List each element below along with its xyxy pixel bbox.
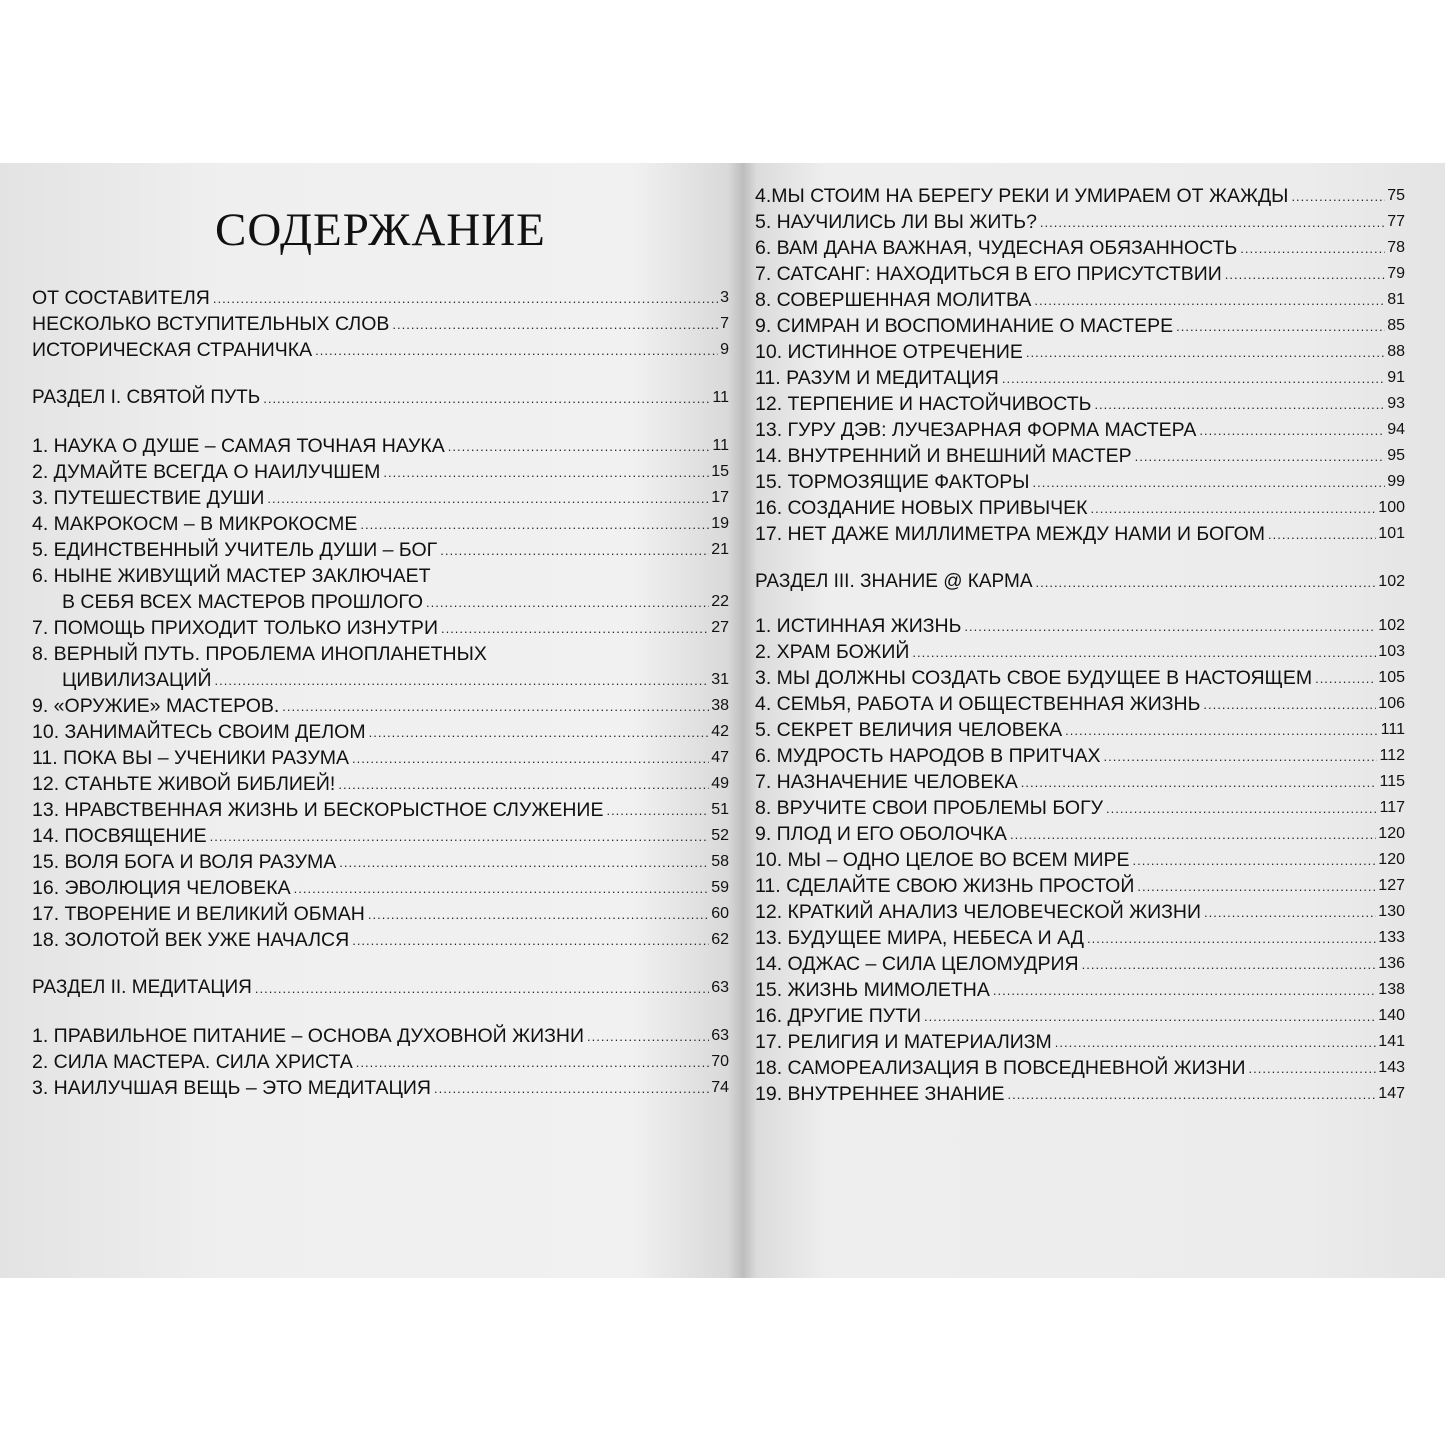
toc-entry-page: 70 bbox=[711, 1053, 729, 1070]
toc-entry bbox=[755, 925, 1405, 951]
toc-entry-title: 9. ПЛОД И ЕГО ОБОЛОЧКА bbox=[755, 823, 1007, 845]
toc-entry-title: 6. ВАМ ДАНА ВАЖНАЯ, ЧУДЕСНАЯ ОБЯЗАННОСТЬ bbox=[755, 237, 1238, 259]
toc-entry-title: 12. КРАТКИЙ АНАЛИЗ ЧЕЛОВЕЧЕСКОЙ ЖИЗНИ bbox=[755, 901, 1202, 923]
toc-entry-7: 7. ПОМОЩЬ ПРИХОДИТ ТОЛЬКО ИЗНУТРИ ..... 27 bbox=[32, 615, 729, 641]
toc-entry-page: 112 bbox=[1379, 747, 1405, 764]
toc-entry-page: 9 bbox=[720, 341, 729, 358]
toc-entry-page: 59 bbox=[711, 879, 729, 896]
toc-entry-page: 42 bbox=[711, 723, 729, 740]
toc-leader-dots bbox=[1132, 854, 1376, 868]
toc-entry-title: 5. ЕДИНСТВЕННЫЙ УЧИТЕЛЬ ДУШИ – БОГ bbox=[32, 539, 438, 561]
toc-leader-dots bbox=[1240, 242, 1385, 256]
toc-entry-title: 9. «ОРУЖИЕ» МАСТЕРОВ. bbox=[32, 695, 280, 717]
book-spread bbox=[0, 163, 1445, 1278]
toc-entry-page: 120 bbox=[1378, 851, 1405, 868]
toc-entry-title: 12. ТЕРПЕНИЕ И НАСТОЙЧИВОСТЬ bbox=[755, 393, 1092, 415]
toc-entry bbox=[32, 719, 729, 745]
toc-leader-dots bbox=[964, 620, 1376, 634]
toc-entry-title: 7. САТСАНГ: НАХОДИТЬСЯ В ЕГО ПРИСУТСТВИИ bbox=[755, 263, 1222, 285]
toc-entry-page: 15 bbox=[711, 463, 729, 480]
toc-leader-dots bbox=[1199, 424, 1385, 438]
right-page bbox=[743, 163, 1445, 1278]
toc-entry-title: 18. ЗОЛОТОЙ ВЕК УЖЕ НАЧАЛСЯ bbox=[32, 929, 350, 951]
toc-entry-page: 81 bbox=[1387, 291, 1405, 308]
toc-entry-title: 11. РАЗУМ И МЕДИТАЦИЯ bbox=[755, 367, 999, 389]
toc-entry-page: 105 bbox=[1378, 669, 1405, 686]
toc-leader-dots bbox=[1033, 476, 1386, 490]
toc-leader-dots bbox=[267, 492, 709, 506]
toc-entry-8-line2: ЦИВИЛИЗАЦИЙ ..... 31 bbox=[32, 667, 729, 693]
toc-entry bbox=[755, 339, 1405, 365]
toc-entry-page: 101 bbox=[1378, 525, 1405, 542]
toc-entry bbox=[32, 537, 729, 563]
toc-entry-title: 3. МЫ ДОЛЖНЫ СОЗДАТЬ СВОЕ БУДУЩЕЕ В НАСТОЯЩЕМ bbox=[755, 667, 1313, 689]
toc-entry-page: 75 bbox=[1387, 187, 1405, 204]
toc-entry bbox=[755, 495, 1405, 521]
toc-entry bbox=[755, 717, 1405, 743]
toc-entry bbox=[32, 745, 729, 771]
toc-entry-page: 85 bbox=[1387, 317, 1405, 334]
toc-entry bbox=[32, 901, 729, 927]
toc-entry bbox=[32, 1075, 729, 1101]
toc-entry-page: 115 bbox=[1379, 773, 1405, 790]
toc-entry bbox=[755, 951, 1405, 977]
toc-entry bbox=[755, 1029, 1405, 1055]
toc-entry-page: 78 bbox=[1387, 239, 1405, 256]
toc-entry-page: 49 bbox=[711, 775, 729, 792]
intro-list bbox=[32, 285, 729, 363]
toc-entry-page: 106 bbox=[1378, 695, 1405, 712]
toc-entry-title: 1. ИСТИННАЯ ЖИЗНЬ bbox=[755, 615, 962, 637]
toc-leader-dots bbox=[1094, 398, 1385, 412]
toc-leader-dots bbox=[1249, 1062, 1377, 1076]
toc-entry-title: 11. ПОКА ВЫ – УЧЕНИКИ РАЗУМА bbox=[32, 747, 349, 769]
toc-entry-title: 19. ВНУТРЕННЕЕ ЗНАНИЕ bbox=[755, 1083, 1005, 1105]
toc-entry-title: 17. РЕЛИГИЯ И МАТЕРИАЛИЗМ bbox=[755, 1031, 1052, 1053]
toc-leader-dots bbox=[1002, 372, 1385, 386]
toc-leader-dots bbox=[368, 908, 709, 922]
page-title: СОДЕРЖАНИЕ bbox=[215, 204, 546, 256]
toc-entry-title: 6. МУДРОСТЬ НАРОДОВ В ПРИТЧАХ bbox=[755, 745, 1101, 767]
toc-entry-title: НЕСКОЛЬКО ВСТУПИТЕЛЬНЫХ СЛОВ bbox=[32, 313, 390, 335]
toc-entry bbox=[32, 485, 729, 511]
toc-entry bbox=[755, 287, 1405, 313]
toc-entry-page: 17 bbox=[711, 489, 729, 506]
toc-entry-title: 15. ТОРМОЗЯЩИЕ ФАКТОРЫ bbox=[755, 471, 1030, 493]
toc-entry-title: 9. СИМРАН И ВОСПОМИНАНИЕ О МАСТЕРЕ bbox=[755, 315, 1174, 337]
toc-entry-page: 52 bbox=[711, 827, 729, 844]
toc-leader-dots bbox=[213, 292, 718, 306]
toc-entry bbox=[755, 521, 1405, 547]
toc-leader-dots bbox=[1176, 320, 1385, 334]
toc-entry-title: 8. ВРУЧИТЕ СВОИ ПРОБЛЕМЫ БОГУ bbox=[755, 797, 1104, 819]
toc-leader-dots bbox=[1065, 724, 1379, 738]
toc-leader-dots bbox=[383, 466, 709, 480]
toc-entry-title: 1. НАУКА О ДУШЕ – САМАЯ ТОЧНАЯ НАУКА bbox=[32, 435, 445, 457]
toc-entry-page: 99 bbox=[1387, 473, 1405, 490]
toc-entry-page: 117 bbox=[1379, 799, 1405, 816]
toc-entry-page: 77 bbox=[1387, 213, 1405, 230]
toc-entry-title: 14. ОДЖАС – СИЛА ЦЕЛОМУДРИЯ bbox=[755, 953, 1079, 975]
toc-entry-page: 63 bbox=[711, 1027, 729, 1044]
toc-leader-dots bbox=[606, 804, 709, 818]
toc-leader-dots bbox=[338, 778, 709, 792]
toc-leader-dots bbox=[1090, 502, 1376, 516]
toc-entry bbox=[755, 795, 1405, 821]
section-3-heading: РАЗДЕЛ III. ЗНАНИЕ @ КАРМА ..... 102 bbox=[759, 569, 1405, 595]
toc-entry-page: 138 bbox=[1378, 981, 1405, 998]
toc-entry-title: 3. НАИЛУЧШАЯ ВЕЩЬ – ЭТО МЕДИТАЦИЯ bbox=[32, 1077, 432, 1099]
toc-entry bbox=[755, 899, 1405, 925]
toc-entry bbox=[32, 337, 729, 363]
toc-leader-dots bbox=[210, 830, 710, 844]
toc-entry-title: 5. НАУЧИЛИСЬ ЛИ ВЫ ЖИТЬ? bbox=[755, 211, 1037, 233]
toc-entry bbox=[755, 665, 1405, 691]
toc-leader-dots bbox=[434, 1082, 709, 1096]
toc-entry bbox=[755, 691, 1405, 717]
toc-leader-dots bbox=[352, 934, 709, 948]
toc-entry bbox=[755, 613, 1405, 639]
section-1-list-b bbox=[32, 693, 729, 953]
toc-entry bbox=[32, 1049, 729, 1075]
toc-leader-dots bbox=[448, 440, 711, 454]
toc-entry-page: 11 bbox=[712, 437, 729, 454]
toc-leader-dots bbox=[1087, 932, 1376, 946]
toc-entry-title: 4. МАКРОКОСМ – В МИКРОКОСМЕ bbox=[32, 513, 358, 535]
toc-entry bbox=[755, 235, 1405, 261]
toc-entry bbox=[32, 849, 729, 875]
toc-entry bbox=[755, 183, 1405, 209]
toc-leader-dots bbox=[1291, 190, 1385, 204]
section-2-heading: РАЗДЕЛ II. МЕДИТАЦИЯ ..... 63 bbox=[32, 975, 729, 1001]
toc-entry-page: 130 bbox=[1378, 903, 1405, 920]
toc-left bbox=[32, 285, 729, 1101]
toc-entry-title: ОТ СОСТАВИТЕЛЯ bbox=[32, 287, 210, 309]
toc-entry bbox=[32, 511, 729, 537]
toc-entry-page: 143 bbox=[1378, 1059, 1405, 1076]
toc-leader-dots bbox=[912, 646, 1376, 660]
toc-entry bbox=[755, 847, 1405, 873]
toc-entry-page: 3 bbox=[720, 289, 729, 306]
toc-leader-dots bbox=[440, 544, 709, 558]
toc-entry-page: 111 bbox=[1380, 721, 1405, 738]
toc-entry-title: 10. ЗАНИМАЙТЕСЬ СВОИМ ДЕЛОМ bbox=[32, 721, 366, 743]
toc-entry bbox=[755, 1081, 1405, 1107]
toc-entry-title: 4. СЕМЬЯ, РАБОТА И ОБЩЕСТВЕННАЯ ЖИЗНЬ bbox=[755, 693, 1201, 715]
toc-entry-page: 141 bbox=[1378, 1033, 1405, 1050]
toc-entry-title: 1. ПРАВИЛЬНОЕ ПИТАНИЕ – ОСНОВА ДУХОВНОЙ ЖИЗНИ bbox=[32, 1025, 584, 1047]
toc-entry-page: 127 bbox=[1378, 877, 1405, 894]
toc-leader-dots bbox=[360, 518, 709, 532]
toc-entry bbox=[32, 771, 729, 797]
toc-entry-page: 79 bbox=[1387, 265, 1405, 282]
toc-entry-title: 14. ВНУТРЕННИЙ И ВНЕШНИЙ МАСТЕР bbox=[755, 445, 1132, 467]
toc-entry-8-line1: 8. ВЕРНЫЙ ПУТЬ. ПРОБЛЕМА ИНОПЛАНЕТНЫХ bbox=[32, 643, 487, 665]
toc-entry-title: 18. САМОРЕАЛИЗАЦИЯ В ПОВСЕДНЕВНОЙ ЖИЗНИ bbox=[755, 1057, 1246, 1079]
toc-leader-dots bbox=[282, 700, 709, 714]
toc-entry-title: 17. НЕТ ДАЖЕ МИЛЛИМЕТРА МЕЖДУ НАМИ И БОГОМ bbox=[755, 523, 1266, 545]
toc-leader-dots bbox=[339, 856, 709, 870]
toc-entry-title: 13. ГУРУ ДЭВ: ЛУЧЕЗАРНАЯ ФОРМА МАСТЕРА bbox=[755, 419, 1197, 441]
toc-entry-title: 13. БУДУЩЕЕ МИРА, НЕБЕСА И АД bbox=[755, 927, 1084, 949]
toc-entry-page: 88 bbox=[1387, 343, 1405, 360]
toc-entry bbox=[32, 459, 729, 485]
toc-entry-page: 62 bbox=[711, 931, 729, 948]
toc-leader-dots bbox=[1225, 268, 1385, 282]
toc-entry-6-line2: В СЕБЯ ВСЕХ МАСТЕРОВ ПРОШЛОГО ..... 22 bbox=[32, 589, 729, 615]
toc-entry-page: 147 bbox=[1378, 1085, 1405, 1102]
toc-entry-title: ИСТОРИЧЕСКАЯ СТРАНИЧКА bbox=[32, 339, 313, 361]
toc-leader-dots bbox=[1135, 450, 1386, 464]
toc-entry-title: 16. ЭВОЛЮЦИЯ ЧЕЛОВЕКА bbox=[32, 877, 291, 899]
toc-entry-page: 120 bbox=[1378, 825, 1405, 842]
toc-entry-page: 91 bbox=[1387, 369, 1405, 386]
toc-entry bbox=[32, 797, 729, 823]
toc-entry-title: 3. ПУТЕШЕСТВИЕ ДУШИ bbox=[32, 487, 265, 509]
toc-leader-dots bbox=[1040, 216, 1385, 230]
toc-entry-page: 140 bbox=[1378, 1007, 1405, 1024]
toc-entry-title: 16. СОЗДАНИЕ НОВЫХ ПРИВЫЧЕК bbox=[755, 497, 1088, 519]
toc-entry bbox=[755, 821, 1405, 847]
toc-entry-title: 15. ЖИЗНЬ МИМОЛЕТНА bbox=[755, 979, 990, 1001]
toc-right bbox=[755, 183, 1405, 1107]
toc-entry-title: 10. ИСТИННОЕ ОТРЕЧЕНИЕ bbox=[755, 341, 1023, 363]
toc-entry-title: 5. СЕКРЕТ ВЕЛИЧИЯ ЧЕЛОВЕКА bbox=[755, 719, 1063, 741]
toc-entry-title: 17. ТВОРЕНИЕ И ВЕЛИКИЙ ОБМАН bbox=[32, 903, 365, 925]
toc-leader-dots bbox=[1203, 698, 1376, 712]
toc-entry-title: 7. НАЗНАЧЕНИЕ ЧЕЛОВЕКА bbox=[755, 771, 1018, 793]
toc-leader-dots bbox=[1010, 828, 1376, 842]
toc-entry bbox=[755, 443, 1405, 469]
toc-entry bbox=[755, 313, 1405, 339]
toc-entry-title: 10. МЫ – ОДНО ЦЕЛОЕ ВО ВСЕМ МИРЕ bbox=[755, 849, 1130, 871]
toc-entry-page: 133 bbox=[1378, 929, 1405, 946]
section-1-heading: РАЗДЕЛ I. СВЯТОЙ ПУТЬ ..... 11 bbox=[32, 385, 729, 411]
toc-leader-dots bbox=[392, 318, 718, 332]
toc-entry-title: 8. СОВЕРШЕННАЯ МОЛИТВА bbox=[755, 289, 1032, 311]
left-page bbox=[0, 163, 743, 1278]
toc-leader-dots bbox=[369, 726, 710, 740]
section-3-list bbox=[755, 613, 1405, 1107]
toc-entry bbox=[32, 433, 729, 459]
toc-entry bbox=[755, 1055, 1405, 1081]
toc-entry-page: 102 bbox=[1378, 617, 1405, 634]
toc-leader-dots bbox=[924, 1010, 1376, 1024]
toc-entry-title: 15. ВОЛЯ БОГА И ВОЛЯ РАЗУМА bbox=[32, 851, 337, 873]
toc-entry-title: 14. ПОСВЯЩЕНИЕ bbox=[32, 825, 207, 847]
toc-entry-page: 58 bbox=[711, 853, 729, 870]
toc-entry-page: 103 bbox=[1378, 643, 1405, 660]
toc-entry-page: 100 bbox=[1378, 499, 1405, 516]
toc-entry-page: 21 bbox=[711, 541, 729, 558]
toc-leader-dots bbox=[294, 882, 710, 896]
section-2-list-left bbox=[32, 1023, 729, 1101]
toc-leader-dots bbox=[356, 1056, 709, 1070]
toc-entry bbox=[755, 469, 1405, 495]
toc-entry-title: 2. ХРАМ БОЖИЙ bbox=[755, 641, 910, 663]
toc-leader-dots bbox=[1026, 346, 1385, 360]
toc-leader-dots bbox=[1104, 750, 1378, 764]
toc-entry bbox=[32, 875, 729, 901]
toc-leader-dots bbox=[1034, 294, 1385, 308]
toc-entry-page: 136 bbox=[1378, 955, 1405, 972]
section-2-list-right bbox=[755, 183, 1405, 547]
toc-leader-dots bbox=[1082, 958, 1377, 972]
toc-entry bbox=[755, 365, 1405, 391]
toc-entry-page: 95 bbox=[1387, 447, 1405, 464]
toc-entry-title: 13. НРАВСТВЕННАЯ ЖИЗНЬ И БЕСКОРЫСТНОЕ СЛУЖЕНИЕ bbox=[32, 799, 604, 821]
toc-entry-6-line1: 6. НЫНЕ ЖИВУЩИЙ МАСТЕР ЗАКЛЮЧАЕТ bbox=[32, 565, 431, 587]
toc-leader-dots bbox=[1106, 802, 1377, 816]
toc-entry-page: 7 bbox=[720, 315, 729, 332]
toc-entry bbox=[32, 927, 729, 953]
toc-entry-page: 19 bbox=[711, 515, 729, 532]
toc-entry-title: 11. СДЕЛАЙТЕ СВОЮ ЖИЗНЬ ПРОСТОЙ bbox=[755, 875, 1135, 897]
toc-entry bbox=[755, 391, 1405, 417]
toc-leader-dots bbox=[352, 752, 709, 766]
toc-leader-dots bbox=[1055, 1036, 1377, 1050]
toc-entry-page: 60 bbox=[711, 905, 729, 922]
toc-leader-dots bbox=[993, 984, 1376, 998]
toc-entry bbox=[755, 743, 1405, 769]
toc-entry-page: 94 bbox=[1387, 421, 1405, 438]
toc-entry-title: 2. СИЛА МАСТЕРА. СИЛА ХРИСТА bbox=[32, 1051, 353, 1073]
toc-entry-title: 16. ДРУГИЕ ПУТИ bbox=[755, 1005, 922, 1027]
toc-entry bbox=[32, 311, 729, 337]
section-1-list-a bbox=[32, 433, 729, 563]
toc-entry bbox=[32, 1023, 729, 1049]
toc-entry bbox=[755, 1003, 1405, 1029]
toc-entry bbox=[755, 873, 1405, 899]
toc-leader-dots bbox=[315, 344, 718, 358]
toc-entry-page: 51 bbox=[711, 801, 729, 818]
toc-entry-title: 12. СТАНЬТЕ ЖИВОЙ БИБЛИЕЙ! bbox=[32, 773, 336, 795]
toc-leader-dots bbox=[1204, 906, 1376, 920]
toc-entry bbox=[755, 977, 1405, 1003]
toc-entry-page: 93 bbox=[1387, 395, 1405, 412]
toc-entry bbox=[755, 417, 1405, 443]
toc-leader-dots bbox=[1268, 528, 1376, 542]
toc-leader-dots bbox=[1137, 880, 1376, 894]
toc-entry bbox=[755, 639, 1405, 665]
toc-entry-title: 4.МЫ СТОИМ НА БЕРЕГУ РЕКИ И УМИРАЕМ ОТ ЖАЖДЫ bbox=[755, 185, 1289, 207]
toc-entry bbox=[32, 823, 729, 849]
toc-entry bbox=[755, 769, 1405, 795]
toc-leader-dots bbox=[1315, 672, 1376, 686]
toc-entry bbox=[755, 261, 1405, 287]
toc-leader-dots bbox=[587, 1030, 709, 1044]
toc-entry bbox=[32, 285, 729, 311]
toc-entry bbox=[755, 209, 1405, 235]
toc-entry bbox=[32, 693, 729, 719]
toc-entry-title: 2. ДУМАЙТЕ ВСЕГДА О НАИЛУЧШЕМ bbox=[32, 461, 381, 483]
toc-leader-dots bbox=[1008, 1088, 1377, 1102]
toc-leader-dots bbox=[1021, 776, 1378, 790]
toc-entry-page: 74 bbox=[711, 1079, 729, 1096]
toc-entry-page: 47 bbox=[711, 749, 729, 766]
toc-entry-page: 38 bbox=[711, 697, 729, 714]
